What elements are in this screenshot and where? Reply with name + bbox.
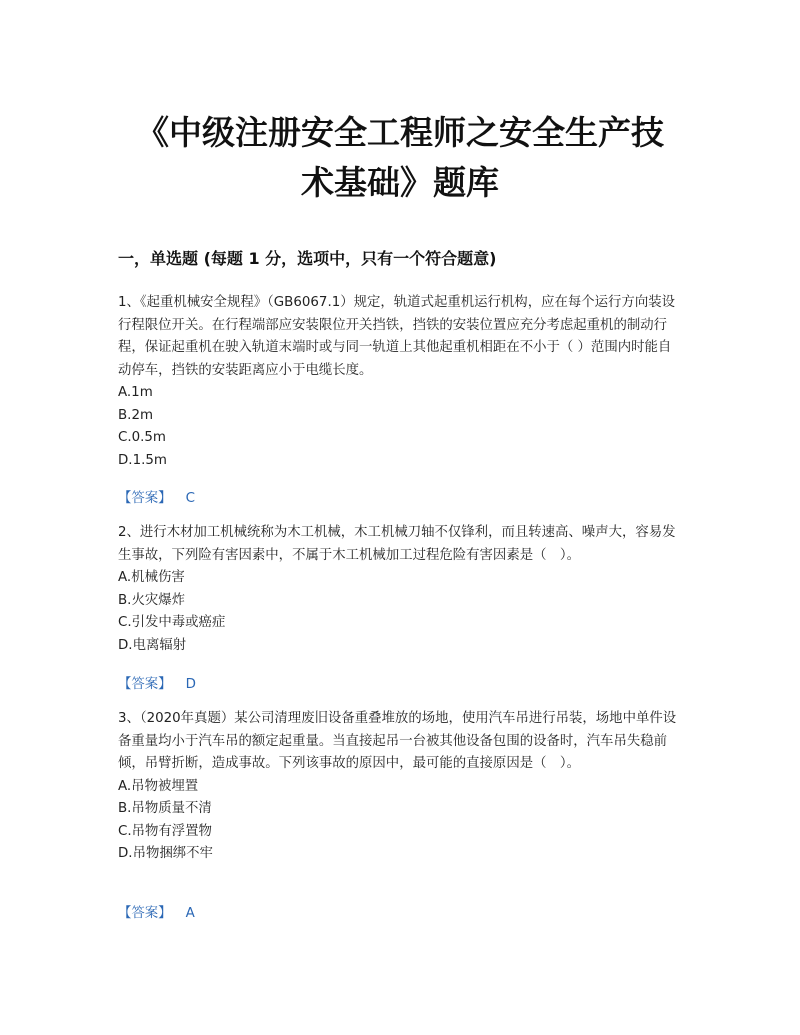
answer-label: 【答案】 [118, 906, 172, 921]
title-line-2: 术基础》题库 [301, 163, 499, 202]
section-heading: 一，单选题 (每题 1 分，选项中，只有一个符合题意) [118, 249, 497, 268]
option-a: A.机械伤害 [118, 570, 185, 585]
answer-label: 【答案】 [118, 491, 172, 506]
option-a: A.1m [118, 385, 153, 400]
option-a: A.吊物被埋置 [118, 778, 199, 794]
title-line-1: 《中级注册安全工程师之安全生产技 [136, 113, 664, 152]
option-d: D.1.5m [118, 452, 167, 468]
question-stem: 1、《起重机械安全规程》（GB6067.1）规定，轨道式起重机运行机构，应在每个运行方向装设行程限位开关。在行程端部应安装限位开关挡铁，挡铁的安装位置应充分考虑起重机的制动行程，保证起重机在驶入轨道末端时或与同一轨道上其他起重机相距在不小于（ ）范围内时能自动停车，挡铁的安装距离应小于电缆长度。 [118, 295, 675, 378]
option-b: B.2m [118, 407, 154, 423]
option-c: C.0.5m [118, 430, 166, 445]
option-c: C.引发中毒或癌症 [118, 615, 226, 630]
question-stem: 3、（2020年真题）某公司清理废旧设备重叠堆放的场地，使用汽车吊进行吊装，场地中单件设备重量均小于汽车吊的额定起重量。当直接起吊一台被其他设备包围的设备时，汽车吊失稳前倾，吊臂折断，造成事故。下列该事故的原因中，最可能的直接原因是（ ）。 [118, 711, 677, 771]
option-b: B.吊物质量不清 [118, 801, 212, 816]
document-title [100, 108, 700, 208]
question-2 [118, 522, 683, 657]
answer-value: C [185, 491, 195, 506]
question-1 [118, 292, 683, 472]
answer-value: A [185, 906, 195, 921]
answer-value: D [185, 677, 196, 692]
answer-1 [118, 487, 195, 506]
answer-2 [118, 673, 196, 692]
answer-label: 【答案】 [118, 677, 172, 692]
answer-3 [118, 902, 195, 921]
option-d: D.电离辐射 [118, 637, 187, 653]
option-c: C.吊物有浮置物 [118, 823, 212, 839]
option-d: D.吊物捆绑不牢 [118, 846, 213, 861]
question-3 [118, 708, 683, 866]
question-stem: 2、进行木材加工机械统称为木工机械，木工机械刀轴不仅锋利，而且转速高、噪声大，容易发生事故，下列险有害因素中，不属于木工机械加工过程危险有害因素是（ ）。 [118, 525, 676, 563]
option-b: B.火灾爆炸 [118, 592, 186, 608]
